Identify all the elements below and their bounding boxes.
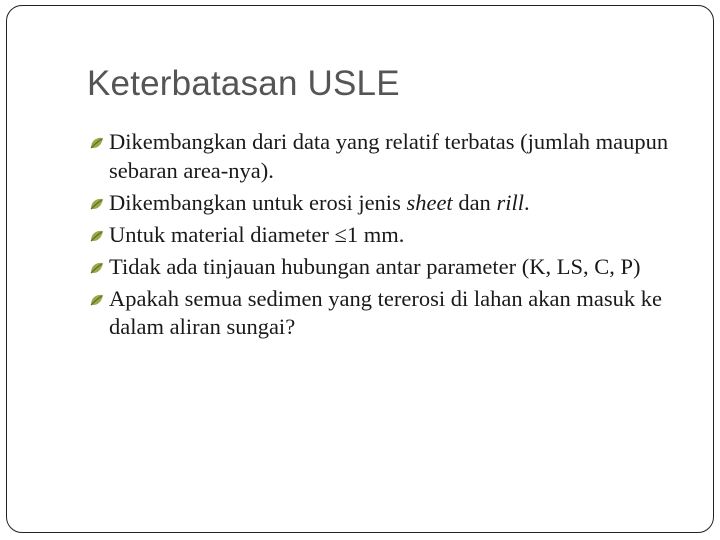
slide-title: Keterbatasan USLE	[87, 64, 400, 103]
bullet-text: Apakah semua sedimen yang tererosi di lahan akan masuk ke dalam aliran sungai?	[109, 285, 662, 339]
slide	[6, 5, 714, 533]
leaf-bullet-icon	[89, 196, 105, 212]
leaf-bullet-icon	[89, 135, 105, 151]
bullet-emphasis: rill	[496, 189, 524, 215]
leaf-bullet-icon	[89, 228, 105, 244]
leaf-bullet-icon	[89, 260, 105, 276]
bullet-list	[89, 128, 689, 345]
bullet-item	[89, 189, 689, 218]
bullet-text-part: Dikembangkan untuk erosi jenis	[109, 189, 407, 215]
bullet-text-part: dan	[452, 189, 497, 215]
bullet-text	[109, 190, 530, 215]
bullet-item	[89, 285, 689, 342]
bullet-text: Untuk material diameter ≤1 mm.	[109, 221, 405, 247]
leaf-bullet-icon	[89, 292, 105, 308]
bullet-item	[89, 253, 689, 282]
bullet-text: Tidak ada tinjauan hubungan antar parameter (K, LS, C, P)	[109, 253, 641, 279]
bullet-text: Dikembangkan dari data yang relatif terbatas (jumlah maupun sebaran area-nya).	[109, 129, 669, 183]
bullet-emphasis: sheet	[406, 189, 453, 215]
bullet-item	[89, 128, 689, 185]
bullet-item	[89, 221, 689, 250]
bullet-text-part: .	[523, 189, 530, 215]
